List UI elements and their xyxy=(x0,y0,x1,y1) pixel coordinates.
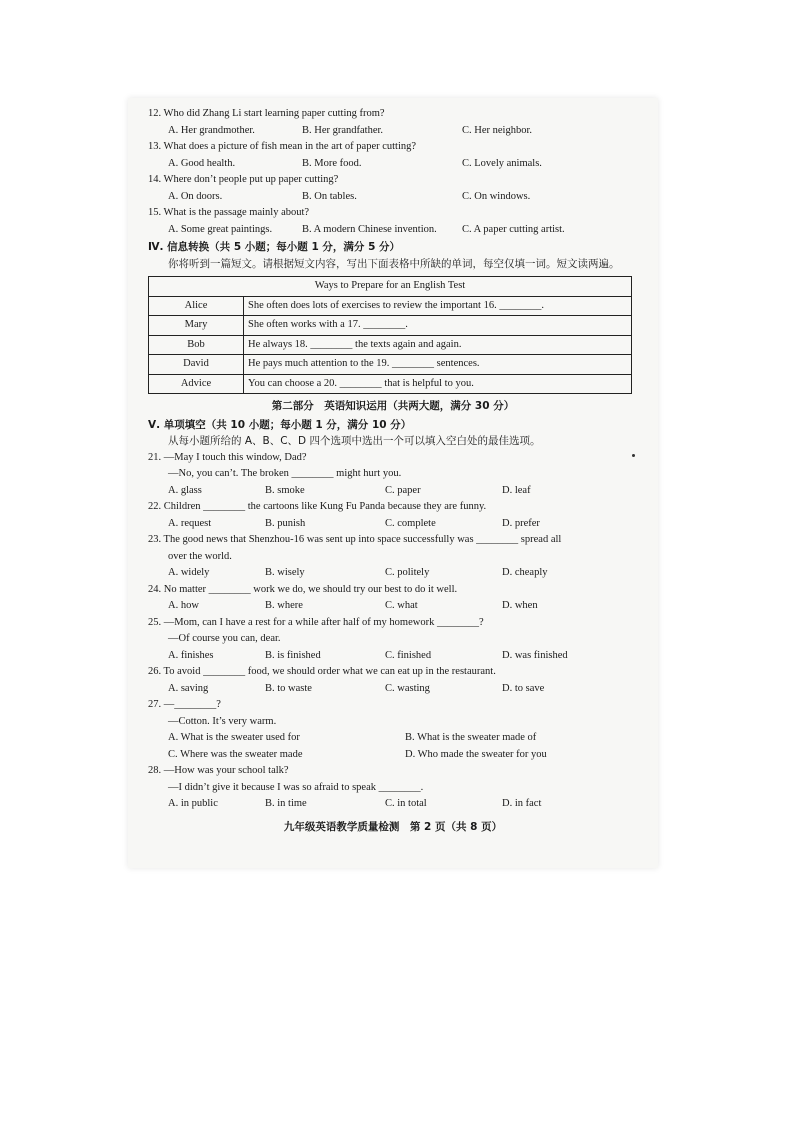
option: A. finishes xyxy=(168,649,214,661)
option: B. Her grandfather. xyxy=(302,124,384,136)
option: A. saving xyxy=(168,682,209,694)
question-28: 28. —How was your school talk? xyxy=(148,765,289,776)
option: A. glass xyxy=(168,484,202,496)
option: B. to waste xyxy=(265,682,312,694)
table-row xyxy=(149,355,632,375)
question-25-options xyxy=(148,648,638,665)
question-24-options xyxy=(148,598,638,615)
question-21-line-2: —No, you can’t. The broken ________ might hurt you. xyxy=(168,468,402,479)
question-24: 24. No matter ________ work we do, we should try our best to do it well. xyxy=(148,583,458,595)
row-name: Mary xyxy=(149,316,244,336)
option: D. in fact xyxy=(502,798,542,809)
option: B. where xyxy=(265,600,303,611)
question-28-options xyxy=(148,796,638,813)
option: A. in public xyxy=(168,798,218,809)
option: A. Good health. xyxy=(168,157,236,169)
option: C. A paper cutting artist. xyxy=(462,223,565,235)
section-4-title: Ⅳ. 信息转换（共 5 小题；每小题 1 分，满分 5 分） xyxy=(148,241,401,253)
question-26: 26. To avoid ________ food, we should order what we can eat up in the restaurant. xyxy=(148,666,496,677)
row-text: She often works with a 17. ________. xyxy=(244,316,632,336)
question-21: 21. —May I touch this window, Dad? xyxy=(148,451,307,463)
option: B. wisely xyxy=(265,567,305,578)
option: D. leaf xyxy=(502,484,531,496)
question-12: 12. Who did Zhang Li start learning paper cutting from? xyxy=(148,108,385,119)
row-text: He pays much attention to the 19. ________ sentences. xyxy=(244,355,632,375)
option: B. smoke xyxy=(265,484,305,496)
option: B. More food. xyxy=(302,157,362,169)
row-text: She often does lots of exercises to review the important 16. ________. xyxy=(244,296,632,316)
row-text: You can choose a 20. ________ that is helpful to you. xyxy=(244,374,632,394)
question-27-options-row-2 xyxy=(148,747,638,764)
option: A. Some great paintings. xyxy=(168,223,273,235)
option: C. in total xyxy=(385,798,427,809)
question-14-options xyxy=(148,189,638,206)
option: A. request xyxy=(168,517,212,529)
option: B. is finished xyxy=(265,649,321,661)
option: D. to save xyxy=(502,682,545,694)
row-name: David xyxy=(149,355,244,375)
option: A. Her grandmother. xyxy=(168,124,255,136)
option: B. What is the sweater made of xyxy=(405,732,537,743)
option: B. A modern Chinese invention. xyxy=(302,223,437,235)
option: C. Her neighbor. xyxy=(462,124,532,136)
question-14: 14. Where don’t people put up paper cutting? xyxy=(148,174,339,185)
table-row xyxy=(149,335,632,355)
row-name: Advice xyxy=(149,374,244,394)
row-name: Alice xyxy=(149,296,244,316)
row-text: He always 18. ________ the texts again and again. xyxy=(244,335,632,355)
table-row xyxy=(149,374,632,394)
section-5-instructions: 从每小题所给的 A、B、C、D 四个选项中选出一个可以填入空白处的最佳选项。 xyxy=(168,435,541,447)
question-23-options xyxy=(148,565,638,582)
option: D. was finished xyxy=(502,649,568,661)
option: C. wasting xyxy=(385,682,430,694)
question-25: 25. —Mom, can I have a rest for a while after half of my homework ________? xyxy=(148,616,484,628)
option: C. finished xyxy=(385,649,432,661)
question-22-options xyxy=(148,516,638,533)
row-name: Bob xyxy=(149,335,244,355)
exam-content xyxy=(148,106,638,835)
part-2-title: 第二部分 英语知识运用（共两大题，满分 30 分） xyxy=(271,400,515,412)
question-28-line-2: —I didn’t give it because I was so afraid to speak ________. xyxy=(168,781,424,793)
option: C. Lovely animals. xyxy=(462,157,542,169)
section-4-instructions: 你将听到一篇短文。请根据短文内容，写出下面表格中所缺的单词，每空仅填一词。短文读两遍。 xyxy=(168,257,620,270)
option: B. punish xyxy=(265,517,306,529)
question-21-options xyxy=(148,483,638,500)
question-27-line-2: —Cotton. It’s very warm. xyxy=(168,715,277,727)
option: C. Where was the sweater made xyxy=(168,748,303,760)
table-row xyxy=(149,296,632,316)
option: A. What is the sweater used for xyxy=(168,732,300,743)
option: C. what xyxy=(385,600,418,611)
option: C. paper xyxy=(385,484,421,496)
question-27-options-row-1 xyxy=(148,730,638,747)
option: D. cheaply xyxy=(502,567,548,578)
question-13: 13. What does a picture of fish mean in the art of paper cutting? xyxy=(148,141,417,152)
option: D. prefer xyxy=(502,517,540,529)
option: A. On doors. xyxy=(168,190,223,202)
ways-table xyxy=(148,276,632,394)
option: C. complete xyxy=(385,517,436,529)
page-footer: 九年级英语教学质量检测 第 2 页（共 8 页） xyxy=(283,820,503,833)
question-22: 22. Children ________ the cartoons like Kung Fu Panda because they are funny. xyxy=(148,501,487,512)
option: D. when xyxy=(502,600,538,611)
question-25-line-2: —Of course you can, dear. xyxy=(168,633,281,644)
option: A. widely xyxy=(168,567,210,578)
option: B. in time xyxy=(265,798,307,809)
option: D. Who made the sweater for you xyxy=(405,748,547,760)
option: B. On tables. xyxy=(302,190,357,202)
question-12-options xyxy=(148,123,638,140)
option: A. how xyxy=(168,600,199,611)
question-27: 27. —________? xyxy=(148,699,221,710)
option: C. politely xyxy=(385,567,430,578)
question-15: 15. What is the passage mainly about? xyxy=(148,207,310,218)
question-26-options xyxy=(148,681,638,698)
question-13-options xyxy=(148,156,638,173)
option: C. On windows. xyxy=(462,190,531,202)
question-15-options xyxy=(148,222,638,239)
question-23: 23. The good news that Shenzhou-16 was sent up into space successfully was ________ spread all xyxy=(148,534,562,545)
table-header: Ways to Prepare for an English Test xyxy=(149,277,632,297)
question-23-line-2: over the world. xyxy=(168,550,232,562)
section-5-title: Ⅴ. 单项填空（共 10 小题；每小题 1 分，满分 10 分） xyxy=(148,418,412,431)
table-row xyxy=(149,316,632,336)
